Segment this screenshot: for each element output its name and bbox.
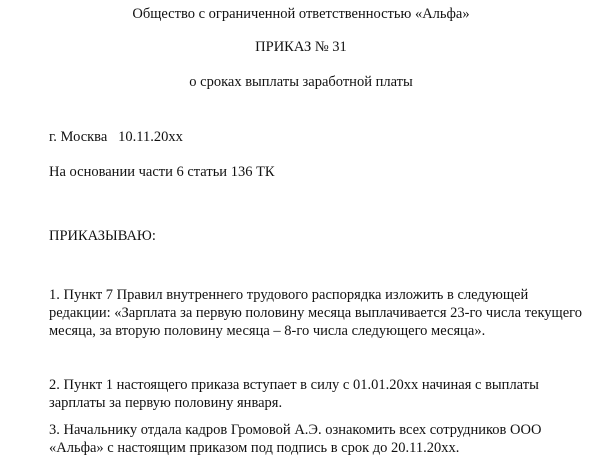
order-directive: ПРИКАЗЫВАЮ:	[49, 228, 156, 244]
order-item-line: «Альфа» с настоящим приказом под подпись в срок до 20.11.20xx.	[49, 440, 460, 456]
order-subject: о сроках выплаты заработной платы	[189, 74, 413, 90]
order-item-line: 2. Пункт 1 настоящего приказа вступает в силу с 01.01.20xx начиная с выплаты	[49, 377, 539, 393]
order-item-line: редакции: «Зарплата за первую половину месяца выплачивается 23-го числа текущего	[49, 305, 582, 321]
order-item-1	[49, 286, 582, 340]
order-item-line: 3. Начальнику отдала кадров Громовой А.Э. ознакомить всех сотрудников ООО	[49, 422, 542, 438]
order-item-line: зарплаты за первую половину января.	[49, 395, 283, 411]
legal-basis: На основании части 6 статьи 136 ТК	[49, 164, 275, 180]
order-item-line: месяца, за вторую половину месяца – 8-го числа следующего месяца».	[49, 323, 486, 339]
order-item-2	[49, 376, 569, 412]
place-and-date: г. Москва 10.11.20xx	[49, 129, 183, 145]
order-item-3	[49, 421, 569, 457]
order-title: ПРИКАЗ № 31	[255, 39, 347, 55]
order-item-line: 1. Пункт 7 Правил внутреннего трудового распорядка изложить в следующей	[49, 287, 529, 303]
organization-name: Общество с ограниченной ответственностью «Альфа»	[132, 6, 470, 22]
